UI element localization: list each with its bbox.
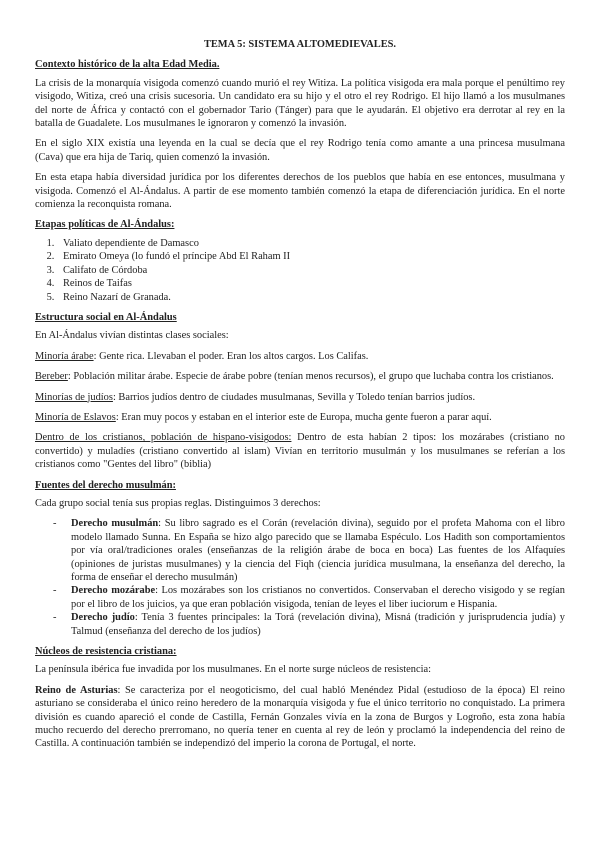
section-heading-etapas: Etapas políticas de Al-Ándalus: (35, 219, 175, 231)
section-heading-nucleos: Núcleos de resistencia cristiana: (35, 646, 177, 658)
section-heading-fuentes: Fuentes del derecho musulmán: (35, 479, 176, 491)
social-group (35, 391, 565, 404)
derecho-text: : Los mozárabes son los cristianos no convertidos. Conservaban el derecho visigodo y se regían por el libro de los juicios, ya que eran población visigoda, tenían de leyes el liber iuciorum e Hispania. (71, 585, 565, 610)
social-group-text: : Población militar árabe. Especie de árabe pobre (tenían menos recursos), el grupo que luchaba contra los cristianos. (67, 371, 554, 383)
list-item: 2. Emirato Omeya (lo fundó el príncipe Abd El Raham II (57, 250, 565, 263)
paragraph: La crisis de la monarquía visigoda comenzó cuando murió el rey Witiza. La política visigoda era mala porque el penúltimo rey visigodo, Witiza, creó una crisis sucesoria. Un candidato era su hijo y el otro el rey Rodrigo. El hijo llamó a los musulmanes del norte de África y contactó con el gobernador Tario (Tánger) para que le ayudarán. El objetivo era derrotar al rey en la batalla de Guadalete. Los musulmanes le ignoraron y comenzó la invasión. (35, 77, 565, 130)
paragraph: En el siglo XIX existía una leyenda en la cual se decía que el rey Rodrigo tenía como amante a una princesa musulmana (Cava) que era hija de Tariq, quien comenzó la invasión. (35, 138, 565, 163)
derechos-list (35, 517, 565, 638)
section-heading-contexto: Contexto histórico de la alta Edad Media. (35, 59, 220, 71)
list-item: 5. Reino Nazarí de Granada. (57, 291, 565, 304)
social-group-text: : Gente rica. Llevaban el poder. Eran los altos cargos. Los Califas. (93, 350, 369, 362)
dash-bullet-icon: - (53, 518, 57, 530)
social-group-label: Dentro de los cristianos, población de hispano-visigodos: (35, 432, 292, 444)
etapas-list (35, 237, 565, 304)
document-body (35, 38, 565, 758)
social-group-label: Bereber (35, 371, 68, 383)
social-group (35, 411, 565, 424)
asturias-text: : Se caracteriza por el neogoticismo, del cual habló Menéndez Pidal (estudioso de la época) El reino asturiano se consideraba el único reino heredero de la monarquía visigoda y fue el único territorio no conquistado. La primera división es cuando apareció el conde de Castilla, Fernán Gonzales vivía en la zona de Burgos y Logroño, esta zona había mucho recuerdo del derecho prerromano, no quería tener en cuenta al rey de león y proclamó la independencia del reino de Castilla. A continuación también se independizó del imperio la corona de Portugal, el norte. (35, 684, 565, 750)
list-item: 3. Califato de Córdoba (57, 264, 565, 277)
social-group-text: : Barrios judíos dentro de ciudades musulmanas, Sevilla y Toledo tenían barrios judíos. (112, 391, 476, 403)
section-heading-estructura: Estructura social en Al-Ándalus (35, 311, 177, 323)
derecho-label: Derecho mozárabe (71, 585, 156, 597)
derecho-label: Derecho judío (71, 612, 135, 624)
asturias-label: Reino de Asturias (35, 684, 118, 696)
paragraph: Cada grupo social tenía sus propias reglas. Distinguimos 3 derechos: (35, 497, 321, 509)
social-group (35, 431, 565, 471)
document-title: TEMA 5: SISTEMA ALTOMEDIEVALES. (203, 39, 397, 50)
derecho-label: Derecho musulmán (71, 518, 159, 530)
list-item (55, 517, 565, 584)
social-group-label: Minorías de judíos (35, 391, 113, 403)
list-item: 1. Valiato dependiente de Damasco (57, 237, 565, 250)
list-item (55, 584, 565, 611)
derecho-text: : Su libro sagrado es el Corán (revelación divina), seguido por el profeta Mahoma con el libro modelo llamado Sunna. En España se hizo algo parecido que se llamaba Espéculo. Los Hadith son comportamientos por vía oral/tradiciones orales (enseñanzas de la religión árabe de boca en boca) Las fuentes de los Alfaquíes (opiniones de juristas musulmanes) y la ciencia del Fiqh (ciencia jurídica musulmana, la enseñanza del derecho, la forma de enseñar el derecho musulmán) (71, 518, 565, 583)
list-item: 4. Reinos de Taifas (57, 277, 565, 290)
paragraph: En esta etapa había diversidad jurídica por los diferentes derechos de los pueblos que había en ese entonces, musulmana y visigoda. Comenzó el Al-Ándalus. A partir de ese momento también comenzó la etapa de diferenciación jurídica. En el norte comienza la reconquista romana. (35, 172, 565, 211)
social-group (35, 350, 565, 363)
social-group-text: Dentro de esta habían 2 tipos: los mozárabes (cristiano no convertido) y muladíes (cristiano convertido al islam) Vivían en territorio musulmán y los musulmanes se referían a los cristianos como "Gentes del libro" (biblia) (35, 432, 565, 471)
social-group (35, 370, 565, 383)
list-item (55, 611, 565, 638)
paragraph: La península ibérica fue invadida por los musulmanes. En el norte surge núcleos de resistencia: (35, 664, 431, 676)
paragraph: En Al-Ándalus vivían distintas clases sociales: (35, 330, 229, 342)
social-group-label: Minoría de Eslavos (35, 411, 116, 423)
dash-bullet-icon: - (53, 585, 57, 597)
social-group-text: : Eran muy pocos y estaban en el interior este de Europa, mucha gente fueron a parar aquí. (115, 411, 492, 423)
social-group-label: Minoría árabe (35, 350, 94, 362)
derecho-text: : Tenía 3 fuentes principales: la Torá (revelación divina), Misná (tradición y jurisprudencia judía) y Talmud (enseñanza del derecho de los judíos) (71, 612, 565, 637)
asturias-paragraph (35, 684, 565, 751)
dash-bullet-icon: - (53, 612, 57, 624)
